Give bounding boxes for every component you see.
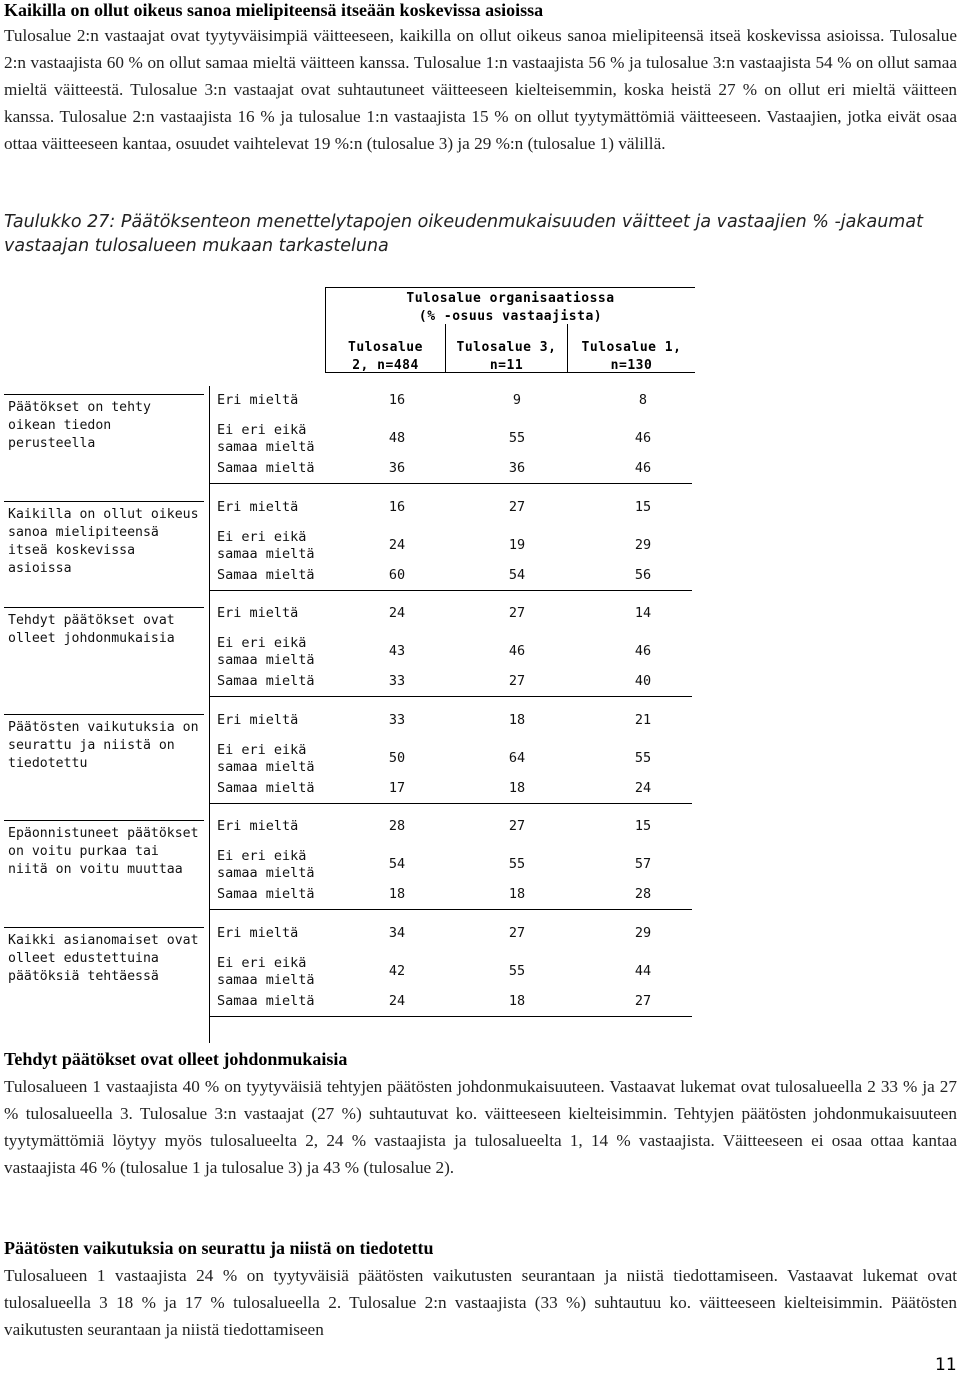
- table-row: [210, 527, 692, 565]
- table-row: [210, 671, 692, 695]
- answer-label: Samaa mieltä: [217, 673, 315, 689]
- answer-label: Ei eri eikä samaa mieltä: [217, 635, 315, 668]
- table-row: [210, 633, 692, 671]
- table-cell: 36: [388, 460, 406, 476]
- table-cell: 24: [388, 605, 406, 621]
- table-row: [210, 953, 692, 991]
- section-heading: Kaikilla on ollut oikeus sanoa mielipiteensä itseään koskevissa asioissa: [4, 0, 544, 20]
- table-cell: 33: [388, 673, 406, 689]
- row-divider: [210, 696, 692, 697]
- answer-rows: [209, 812, 691, 922]
- answer-rows: [209, 493, 691, 603]
- header-divider: [325, 372, 695, 373]
- table-cell: 55: [508, 430, 526, 446]
- table-cell: 15: [634, 818, 652, 834]
- row-divider: [210, 803, 692, 804]
- table-cell: 27: [508, 673, 526, 689]
- table-cell: 18: [508, 993, 526, 1009]
- statement-label: Päätösten vaikutuksia on seurattu ja niistä on tiedotettu: [4, 714, 204, 773]
- table-row: [210, 816, 692, 840]
- table-cell: 54: [388, 856, 406, 872]
- table-cell: 55: [508, 856, 526, 872]
- column-header-line: Tulosalue 3,: [456, 340, 557, 355]
- table-cell: 60: [388, 567, 406, 583]
- table-cell: 21: [634, 712, 652, 728]
- table-cell: 16: [388, 499, 406, 515]
- answer-label: Ei eri eikä samaa mieltä: [217, 422, 315, 455]
- table-row: [210, 458, 692, 482]
- table-cell: 27: [508, 499, 526, 515]
- table-row: [210, 740, 692, 778]
- table-cell: 27: [634, 993, 652, 1009]
- table-caption: Taulukko 27: Päätöksenteon menettelytapojen oikeudenmukaisuuden väitteet ja vastaajien % -jakaumat vastaajan tulosalueen mukaan tarkasteluna: [4, 212, 923, 256]
- statement-label: Päätökset on tehty oikean tiedon perusteella: [4, 394, 204, 453]
- column-header: [567, 324, 695, 372]
- table-cell: 64: [508, 750, 526, 766]
- column-header-line: Tulosalue: [348, 340, 423, 355]
- table-cell: 9: [512, 392, 522, 408]
- column-header-line: n=11: [489, 358, 524, 373]
- table-group-header: [325, 287, 695, 324]
- table-cell: 29: [634, 925, 652, 941]
- table-row: [210, 991, 692, 1015]
- table-cell: 46: [634, 460, 652, 476]
- section-paragraph: Tulosalue 2:n vastaajat ovat tyytyväisimpiä väitteeseen, kaikilla on ollut oikeus sanoa mielipiteensä itseä koskevissa asioissa. Tulosalue 2:n vastaajista 60 % on ollut samaa mieltä väitteen kanssa. Tulosalue 1:n vastaajista 56 % ja tulosalue 3:n vastaajista 54 % on ollut samaa mieltä väitteestä. Tulosalue 3:n vastaajat ovat suhtautuneet väitteeseen kielteisemmin, koska heistä 27 % on ollut eri mieltä väitteen kanssa. Tulosalue 2:n vastaajista 16 % ja tulosalue 1:n vastaajista 15 % on ollut tyytymättömiä väitteeseen. Vastaajien, jotka eivät osaa ottaa väitteeseen kantaa, osuudet vaihtelevat 19 %:n (tulosalue 3) ja 29 %:n (tulosalue 1) välillä.: [4, 26, 957, 153]
- table-cell: 17: [388, 780, 406, 796]
- table-row: [210, 778, 692, 802]
- answer-label: Eri mieltä: [217, 499, 299, 515]
- column-header-line: n=130: [610, 358, 653, 373]
- table-row: [210, 420, 692, 458]
- table-cell: 33: [388, 712, 406, 728]
- answer-label: Samaa mieltä: [217, 780, 315, 796]
- table-cell: 18: [388, 886, 406, 902]
- row-divider: [210, 483, 692, 484]
- table-cell: 55: [634, 750, 652, 766]
- group-header-title: Tulosalue organisaatiossa: [406, 291, 615, 306]
- table-cell: 24: [634, 780, 652, 796]
- table-cell: 27: [508, 605, 526, 621]
- table-row: [210, 603, 692, 627]
- page-number: 11: [935, 1355, 957, 1375]
- column-header: [445, 324, 567, 372]
- table-cell: 44: [634, 963, 652, 979]
- section-heading: Tehdyt päätökset ovat olleet johdonmukaisia: [4, 1049, 348, 1069]
- table-cell: 16: [388, 392, 406, 408]
- table-cell: 43: [388, 643, 406, 659]
- table-cell: 27: [508, 925, 526, 941]
- section-paragraph: Tulosalueen 1 vastaajista 24 % on tyytyväisiä päätösten vaikutusten seurantaan ja niistä tiedottamiseen. Vastaavat lukemat ovat tulosalueella 3 18 % ja 17 % tulosalueella 2. Tulosalue 2:n vastaajista (33 %) suhtautuu ko. väitteeseen kielteisimmin. Päätösten vaikutusten seurantaan ja niistä tiedottamiseen: [4, 1266, 957, 1339]
- table-cell: 24: [388, 993, 406, 1009]
- table-cell: 15: [634, 499, 652, 515]
- column-header-line: 2, n=484: [352, 358, 419, 373]
- table-cell: 28: [634, 886, 652, 902]
- answer-label: Samaa mieltä: [217, 567, 315, 583]
- row-divider: [210, 590, 692, 591]
- table-cell: 57: [634, 856, 652, 872]
- answer-label: Eri mieltä: [217, 925, 299, 941]
- table-cell: 18: [508, 886, 526, 902]
- table-cell: 18: [508, 712, 526, 728]
- table-cell: 29: [634, 537, 652, 553]
- table-cell: 40: [634, 673, 652, 689]
- table-cell: 50: [388, 750, 406, 766]
- answer-rows: [209, 599, 691, 709]
- answer-label: Samaa mieltä: [217, 886, 315, 902]
- section-paragraph: Tulosalueen 1 vastaajista 40 % on tyytyväisiä tehtyjen päätösten johdonmukaisuuteen. Vastaavat lukemat ovat tulosalueella 2 33 % ja 27 % tulosalueella 3. Tulosalue 3:n vastaajat (27 %) suhtautuvat ko. väitteeseen kielteisimmin. Tehtyjen päätösten johdonmukaisuuteen tyytymättömiä löytyy myös tulosalueelta 2, 24 % vastaajista ja tulosalueelta 1, 14 % vastaajista. Väitteeseen ei osaa ottaa kantaa vastaajista 46 % (tulosalue 1 ja tulosalue 3) ja 43 % (tulosalue 2).: [4, 1077, 957, 1177]
- table-row: [210, 710, 692, 734]
- table-cell: 46: [634, 430, 652, 446]
- table-cell: 19: [508, 537, 526, 553]
- answer-rows: [209, 386, 691, 496]
- statement-label: Kaikilla on ollut oikeus sanoa mielipiteensä itseä koskevissa asioissa: [4, 501, 204, 578]
- table-cell: 8: [638, 392, 648, 408]
- row-divider: [210, 909, 692, 910]
- table-cell: 34: [388, 925, 406, 941]
- table-cell: 46: [508, 643, 526, 659]
- answer-label: Ei eri eikä samaa mieltä: [217, 529, 315, 562]
- table-cell: 28: [388, 818, 406, 834]
- table-row: [210, 497, 692, 521]
- row-divider: [210, 1016, 692, 1017]
- table-cell: 18: [508, 780, 526, 796]
- table-cell: 24: [388, 537, 406, 553]
- answer-label: Ei eri eikä samaa mieltä: [217, 742, 315, 775]
- table-row: [210, 390, 692, 414]
- answer-label: Ei eri eikä samaa mieltä: [217, 955, 315, 988]
- statement-label: Kaikki asianomaiset ovat olleet edustettuina päätöksiä tehtäessä: [4, 927, 204, 986]
- answer-rows: [209, 919, 691, 1043]
- group-header-subtitle: (% -osuus vastaajista): [418, 309, 603, 324]
- table-cell: 14: [634, 605, 652, 621]
- table-row: [210, 846, 692, 884]
- answer-rows: [209, 706, 691, 816]
- table-cell: 56: [634, 567, 652, 583]
- answer-label: Eri mieltä: [217, 605, 299, 621]
- table-cell: 54: [508, 567, 526, 583]
- answer-label: Eri mieltä: [217, 712, 299, 728]
- section-heading: Päätösten vaikutuksia on seurattu ja niistä on tiedotettu: [4, 1238, 434, 1258]
- answer-label: Samaa mieltä: [217, 993, 315, 1009]
- statement-label: Epäonnistuneet päätökset on voitu purkaa tai niitä on voitu muuttaa: [4, 820, 204, 879]
- statement-label: Tehdyt päätökset ovat olleet johdonmukaisia: [4, 607, 204, 648]
- answer-label: Ei eri eikä samaa mieltä: [217, 848, 315, 881]
- table-row: [210, 884, 692, 908]
- table-cell: 42: [388, 963, 406, 979]
- table-cell: 46: [634, 643, 652, 659]
- table-row: [210, 565, 692, 589]
- table-cell: 27: [508, 818, 526, 834]
- answer-label: Samaa mieltä: [217, 460, 315, 476]
- answer-label: Eri mieltä: [217, 392, 299, 408]
- table-cell: 55: [508, 963, 526, 979]
- answer-label: Eri mieltä: [217, 818, 299, 834]
- column-header: [325, 324, 445, 372]
- table-cell: 36: [508, 460, 526, 476]
- column-header-line: Tulosalue 1,: [581, 340, 682, 355]
- table-row: [210, 923, 692, 947]
- table-cell: 48: [388, 430, 406, 446]
